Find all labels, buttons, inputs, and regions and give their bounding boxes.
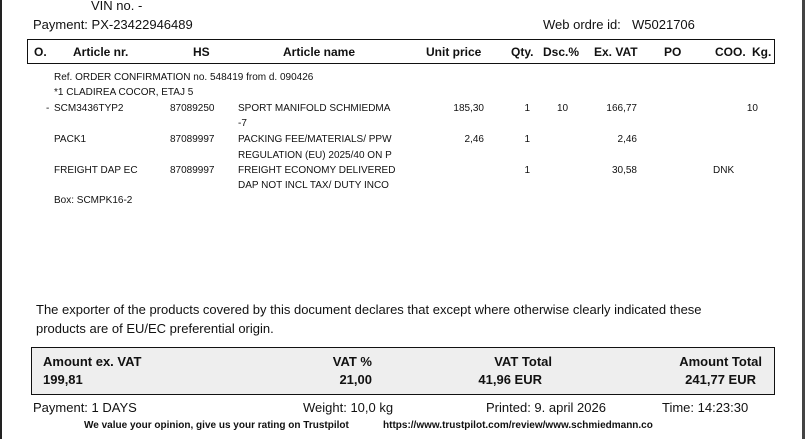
col-header-article-name: Article name — [283, 45, 356, 59]
box-reference: Box: SCMPK16-2 — [54, 195, 133, 206]
quantity: 1 — [524, 165, 530, 176]
amount-total-label: Amount Total — [679, 354, 762, 369]
unit-price: 2,46 — [464, 134, 484, 145]
totals-summary — [31, 347, 775, 395]
trustpilot-message: We value your opinion, give us your rating on Trustpilot — [84, 420, 349, 431]
quantity: 1 — [524, 134, 530, 145]
payment-reference: Payment: PX-23422946489 — [33, 17, 193, 32]
col-header-coo: COO. — [715, 45, 746, 59]
web-order-id: W5021706 — [632, 17, 695, 32]
hs-code: 87089997 — [170, 165, 215, 176]
col-header-po: PO — [664, 45, 682, 59]
vat-percent-label: VAT % — [332, 354, 372, 369]
amount-ex-vat-label: Amount ex. VAT — [43, 354, 142, 369]
ex-vat-amount: 166,77 — [606, 103, 637, 114]
origin-declaration-line2: products are of EU/EC preferential origin. — [36, 321, 274, 336]
delivery-address-note: *1 CLADIREA COCOR, ETAJ 5 — [54, 87, 194, 98]
hs-code: 87089997 — [170, 134, 215, 145]
col-header-kg: Kg. — [752, 45, 772, 59]
order-reference: Ref. ORDER CONFIRMATION no. 548419 from d. 090426 — [54, 72, 314, 83]
article-number: SCM3436TYP2 — [54, 103, 124, 114]
country-of-origin: DNK — [713, 165, 735, 176]
vat-total-label: VAT Total — [494, 354, 552, 369]
article-number: FREIGHT DAP EC — [54, 165, 138, 176]
total-weight: Weight: 10,0 kg — [303, 400, 394, 415]
unit-price: 185,30 — [453, 103, 484, 114]
amount-ex-vat-value: 199,81 — [43, 372, 83, 387]
col-header-article-nr: Article nr. — [73, 45, 129, 59]
col-header-qty: Qty. — [511, 45, 534, 59]
col-header-unit-price: Unit price — [426, 45, 482, 59]
payment-terms: Payment: 1 DAYS — [33, 400, 137, 415]
row-marker: - — [46, 103, 50, 114]
col-header-ex-vat: Ex. VAT — [594, 45, 638, 59]
article-name-line2: DAP NOT INCL TAX/ DUTY INCO — [238, 180, 389, 191]
article-name-line1: PACKING FEE/MATERIALS/ PPW — [238, 134, 392, 145]
printed-date: Printed: 9. april 2026 — [486, 400, 606, 415]
vat-percent-value: 21,00 — [339, 372, 372, 387]
ex-vat-amount: 2,46 — [617, 134, 637, 145]
article-name-line2: -7 — [238, 118, 247, 129]
article-name-line1: FREIGHT ECONOMY DELIVERED — [238, 165, 396, 176]
vat-total-value: 41,96 EUR — [478, 372, 542, 387]
page-edge-left — [0, 0, 2, 439]
printed-time: Time: 14:23:30 — [662, 400, 749, 415]
col-header-discount: Dsc.% — [543, 45, 580, 59]
web-order-label: Web ordre id: — [543, 17, 621, 32]
col-header-hs: HS — [193, 45, 210, 59]
origin-declaration-line1: The exporter of the products covered by this document declares that except where otherwise clearly indicated these — [36, 302, 702, 317]
hs-code: 87089250 — [170, 103, 215, 114]
weight-kg: 10 — [746, 103, 758, 114]
discount: 10 — [557, 103, 569, 114]
col-header-o: O. — [34, 45, 47, 59]
trustpilot-link[interactable]: https://www.trustpilot.com/review/www.schmiedmann.co — [383, 420, 653, 431]
vin-number: VIN no. - — [91, 0, 143, 13]
article-number: PACK1 — [54, 134, 87, 145]
quantity: 1 — [524, 103, 530, 114]
article-name-line1: SPORT MANIFOLD SCHMIEDMA — [238, 103, 391, 114]
article-name-line2: REGULATION (EU) 2025/40 ON P — [238, 150, 392, 161]
table-header — [27, 39, 775, 64]
ex-vat-amount: 30,58 — [611, 165, 637, 176]
amount-total-value: 241,77 EUR — [685, 372, 756, 387]
